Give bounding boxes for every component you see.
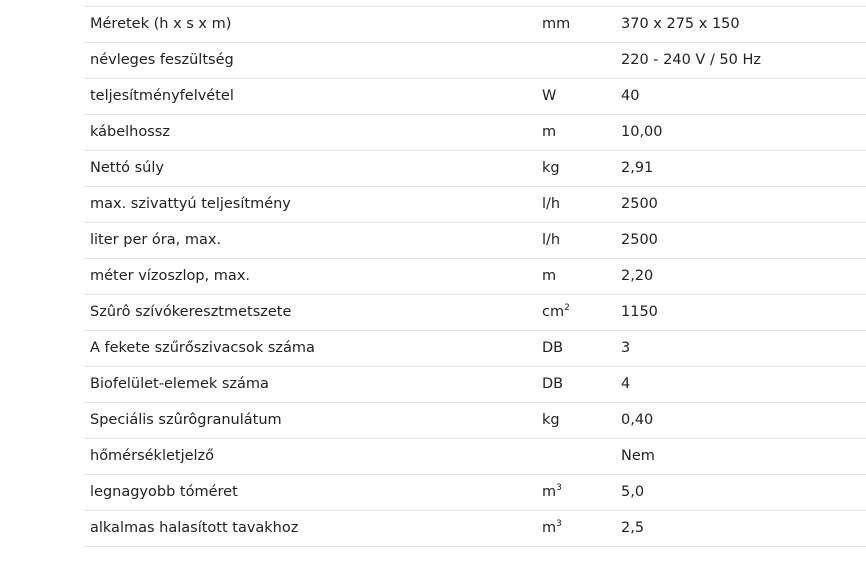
spec-unit-text: cm	[542, 304, 565, 320]
spec-value: 2,5	[621, 520, 645, 536]
table-row	[84, 187, 866, 223]
spec-value: 5,0	[621, 484, 645, 500]
spec-unit-text: mm	[542, 16, 571, 32]
unit-superscript: 2	[564, 303, 570, 313]
spec-unit	[542, 331, 563, 365]
spec-label: Biofelület-elemek száma	[90, 376, 269, 392]
spec-value: 1150	[621, 304, 658, 320]
spec-label: névleges feszültség	[90, 52, 234, 68]
spec-unit	[542, 295, 570, 329]
spec-unit-text: DB	[542, 340, 564, 356]
spec-value: 10,00	[621, 124, 663, 140]
spec-unit	[542, 403, 560, 437]
spec-unit-text: l/h	[542, 232, 561, 248]
spec-label: A fekete szűrőszivacsok száma	[90, 340, 315, 356]
spec-value: 2500	[621, 196, 658, 212]
spec-unit-text: kg	[542, 160, 560, 176]
table-row	[84, 7, 866, 43]
spec-label: Speciális szûrôgranulátum	[90, 412, 282, 428]
spec-unit-text: DB	[542, 376, 564, 392]
table-row	[84, 115, 866, 151]
unit-superscript: 3	[556, 483, 562, 493]
table-row	[84, 367, 866, 403]
spec-label: kábelhossz	[90, 124, 170, 140]
spec-value: 3	[621, 340, 631, 356]
table-row	[84, 223, 866, 259]
spec-unit-text: kg	[542, 412, 560, 428]
spec-unit	[542, 223, 560, 257]
table-row	[84, 403, 866, 439]
table-row	[84, 295, 866, 331]
spec-unit-text: m	[542, 268, 557, 284]
spec-label: hőmérsékletjelző	[90, 448, 215, 464]
spec-unit-text: l/h	[542, 196, 561, 212]
spec-label: Szûrô szívókeresztmetszete	[90, 304, 292, 320]
spec-label: max. szivattyú teljesítmény	[90, 196, 291, 212]
spec-label: alkalmas halasított tavakhoz	[90, 520, 299, 536]
spec-label: teljesítményfelvétel	[90, 88, 234, 104]
spec-unit	[542, 511, 562, 545]
spec-value: 0,40	[621, 412, 654, 428]
table-row	[84, 259, 866, 295]
spec-value: 2,20	[621, 268, 654, 284]
spec-value: 4	[621, 376, 631, 392]
table-row	[84, 511, 866, 547]
spec-unit	[542, 151, 560, 185]
spec-label: liter per óra, max.	[90, 232, 222, 248]
spec-value: 370 x 275 x 150	[621, 16, 740, 32]
spec-unit	[542, 79, 556, 113]
spec-unit-text: m	[542, 484, 557, 500]
spec-value: 40	[621, 88, 640, 104]
spec-label: méter vízoszlop, max.	[90, 268, 251, 284]
spec-unit	[542, 187, 560, 221]
table-row	[84, 151, 866, 187]
spec-unit	[542, 259, 556, 293]
spec-value: 2500	[621, 232, 658, 248]
spec-unit	[542, 7, 570, 41]
table-row	[84, 79, 866, 115]
table-row	[84, 475, 866, 511]
spec-value: 220 - 240 V / 50 Hz	[621, 52, 762, 68]
spec-unit	[542, 475, 562, 509]
table-row	[84, 439, 866, 475]
table-row	[84, 331, 866, 367]
spec-table	[84, 6, 866, 547]
table-row	[84, 43, 866, 79]
spec-unit	[542, 115, 556, 149]
spec-value: 2,91	[621, 160, 654, 176]
spec-unit	[542, 367, 563, 401]
unit-superscript: 3	[556, 519, 562, 529]
spec-unit-text: m	[542, 520, 557, 536]
spec-label: legnagyobb tóméret	[90, 484, 238, 500]
spec-label: Nettó súly	[90, 160, 164, 176]
spec-unit-text: W	[542, 88, 557, 104]
spec-unit-text: m	[542, 124, 557, 140]
spec-value: Nem	[621, 448, 655, 464]
spec-label: Méretek (h x s x m)	[90, 16, 232, 32]
